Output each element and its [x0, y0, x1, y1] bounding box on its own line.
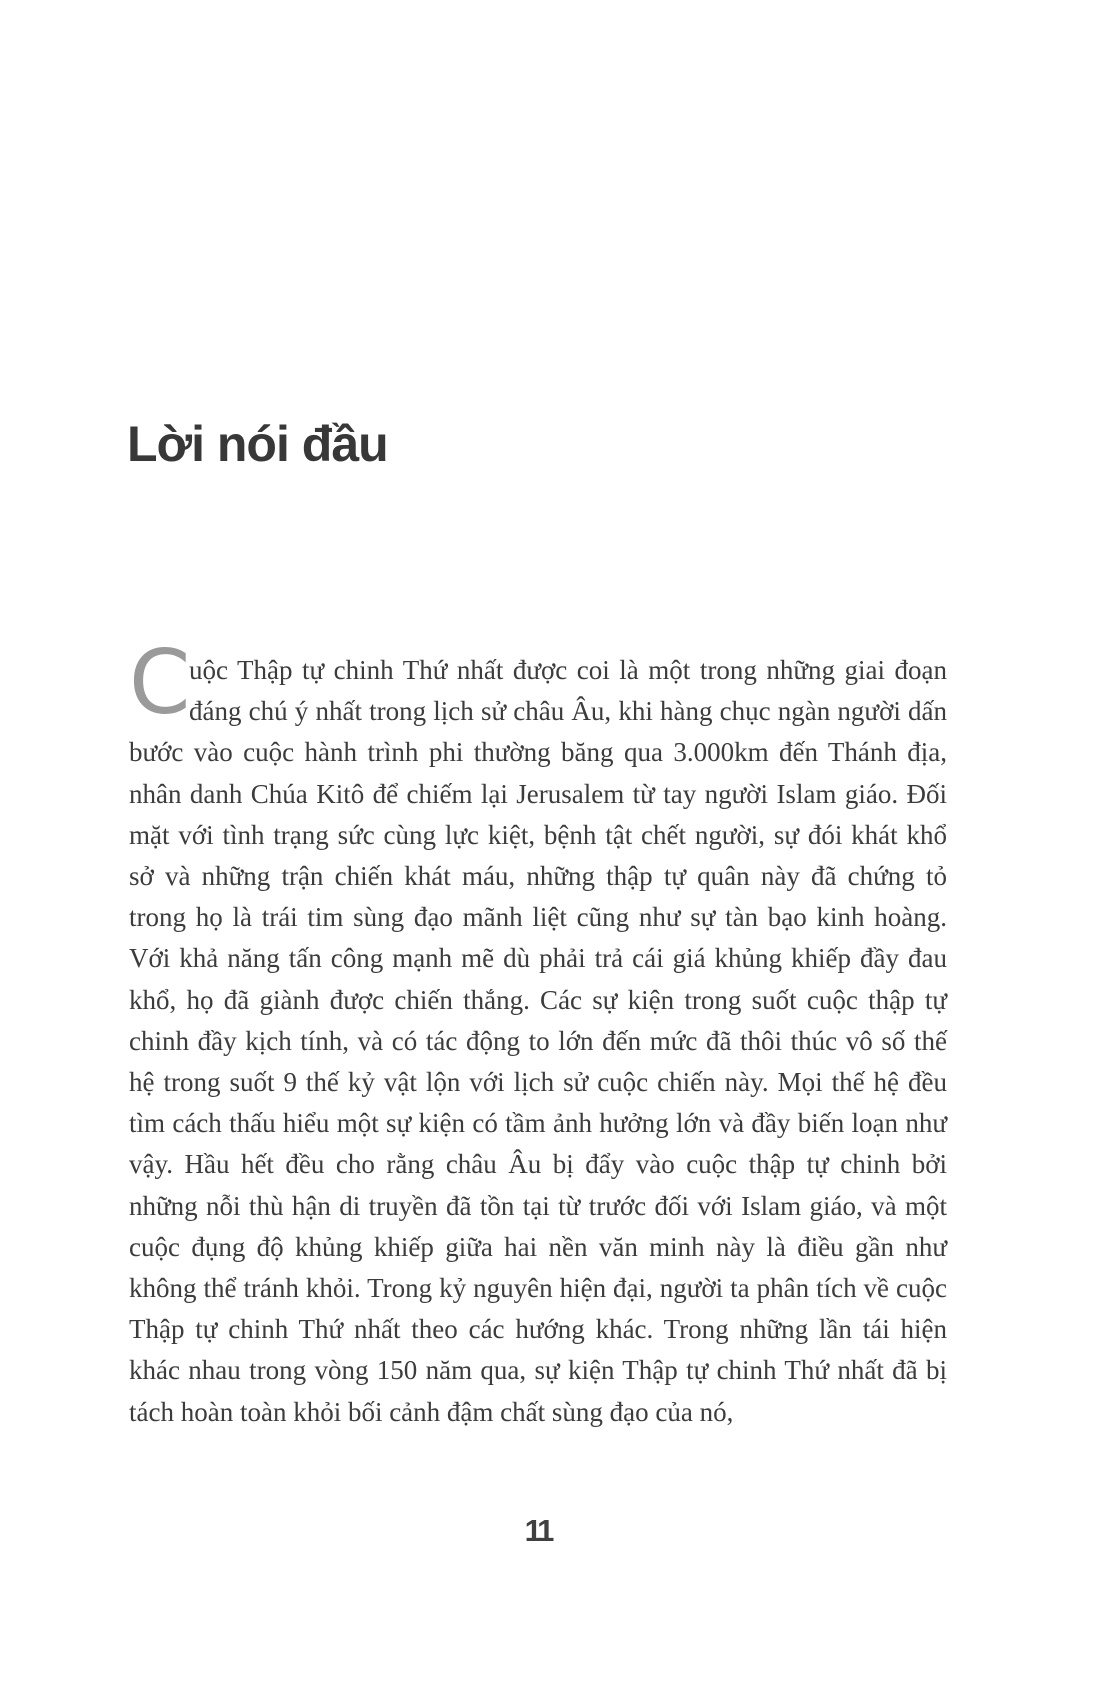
- body-text-block: [129, 631, 947, 1433]
- chapter-title: Lời nói đầu: [127, 416, 388, 472]
- drop-cap: C: [129, 631, 191, 734]
- body-paragraph: uộc Thập tự chinh Thứ nhất được coi là một trong những giai đoạn đáng chú ý nhất trong lịch sử châu Âu, khi hàng chục ngàn người dấn bước vào cuộc hành trình phi thường băng qua 3.000km đến Thánh địa, nhân danh Chúa Kitô để chiếm lại Jerusalem từ tay người Islam giáo. Đối mặt với tình trạng sức cùng lực kiệt, bệnh tật chết người, sự đói khát khổ sở và những trận chiến khát máu, những thập tự quân này đã chứng tỏ trong họ là trái tim sùng đạo mãnh liệt cũng như sự tàn bạo kinh hoàng. Với khả năng tấn công mạnh mẽ dù phải trả cái giá khủng khiếp đầy đau khổ, họ đã giành được chiến thắng. Các sự kiện trong suốt cuộc thập tự chinh đầy kịch tính, và có tác động to lớn đến mức đã thôi thúc vô số thế hệ trong suốt 9 thế kỷ vật lộn với lịch sử cuộc chiến này. Mọi thế hệ đều tìm cách thấu hiểu một sự kiện có tầm ảnh hưởng lớn và đầy biến loạn như vậy. Hầu hết đều cho rằng châu Âu bị đẩy vào cuộc thập tự chinh bởi những nỗi thù hận di truyền đã tồn tại từ trước đối với Islam giáo, và một cuộc đụng độ khủng khiếp giữa hai nền văn minh này là điều gần như không thể tránh khỏi. Trong kỷ nguyên hiện đại, người ta phân tích về cuộc Thập tự chinh Thứ nhất theo các hướng khác. Trong những lần tái hiện khác nhau trong vòng 150 năm qua, sự kiện Thập tự chinh Thứ nhất đã bị tách hoàn toàn khỏi bối cảnh đậm chất sùng đạo của nó,: [129, 655, 947, 1427]
- page-number: 11: [524, 1513, 552, 1548]
